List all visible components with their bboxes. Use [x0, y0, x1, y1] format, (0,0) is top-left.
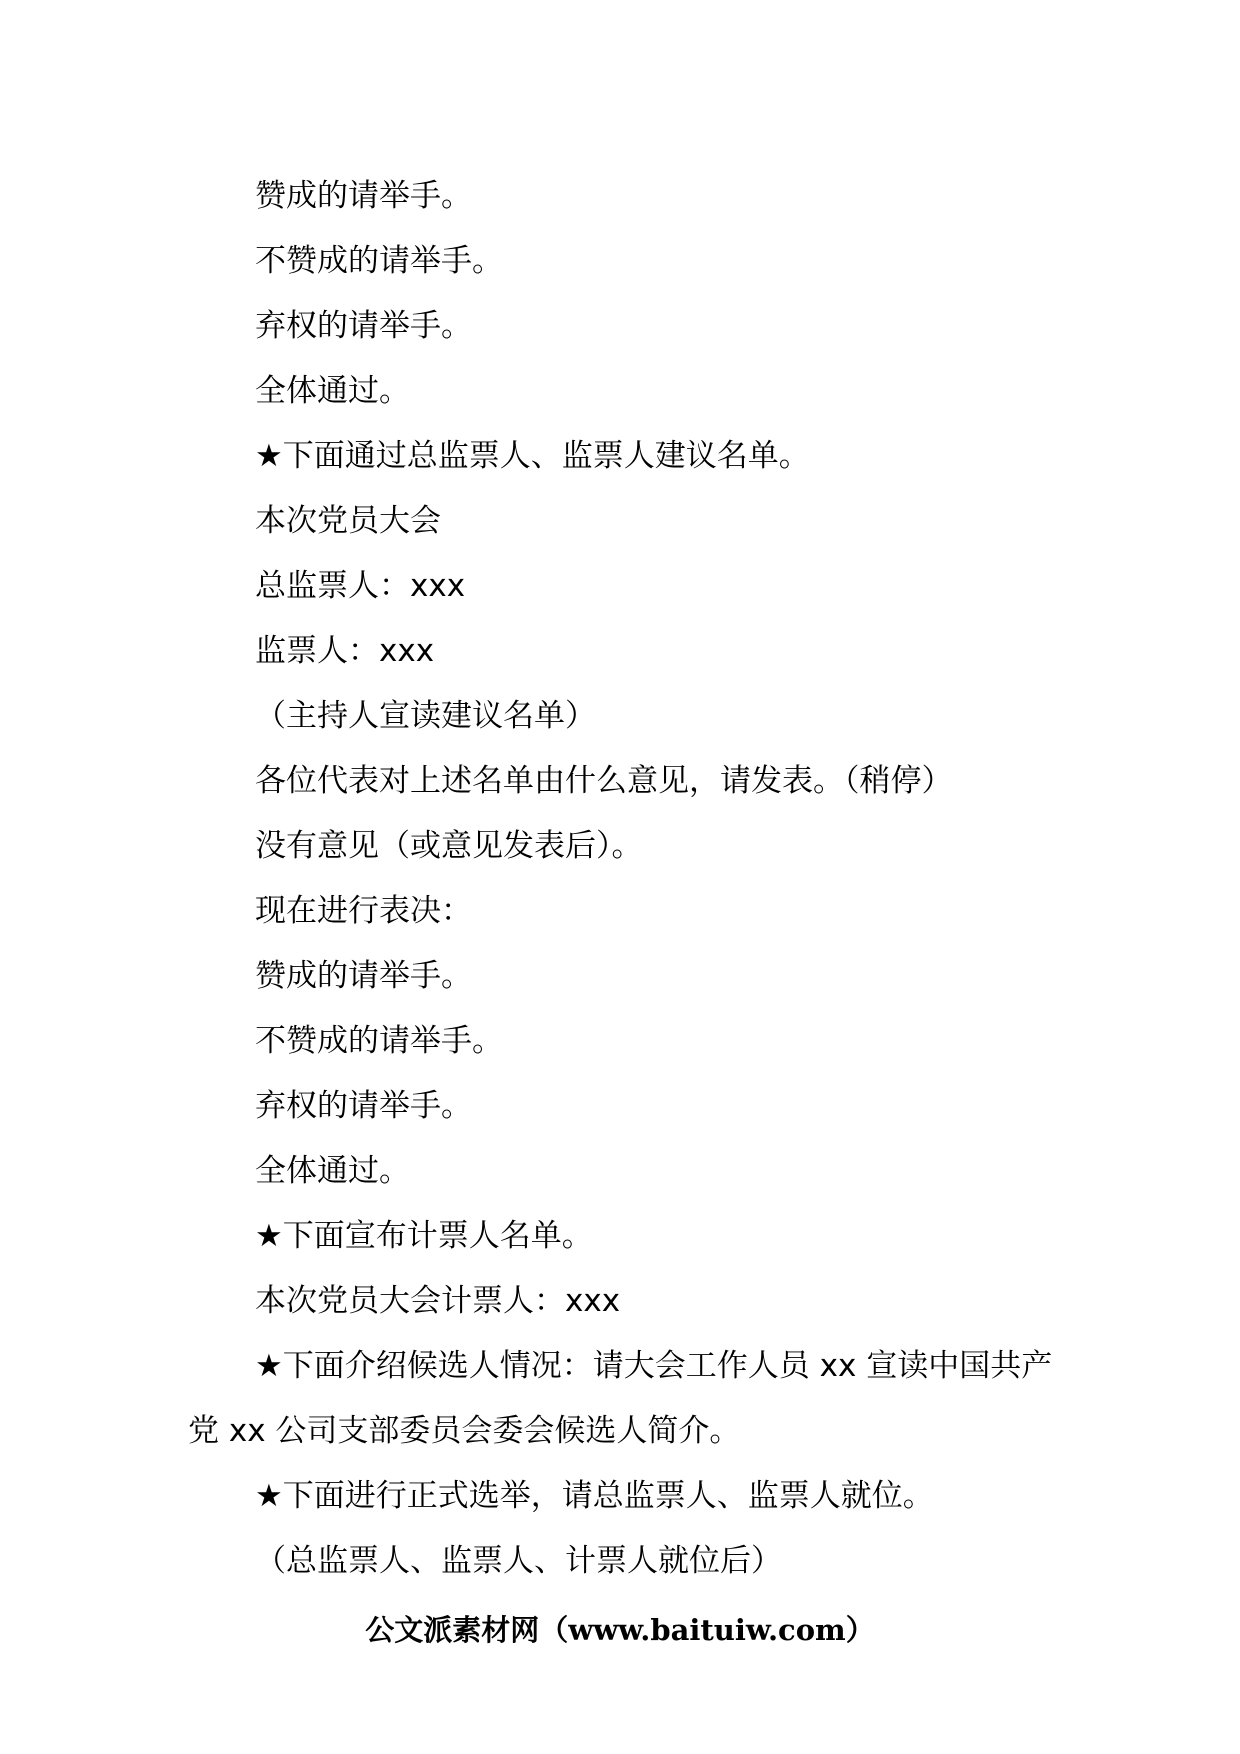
paragraph-candidate-intro: ★下面介绍候选人情况：请大会工作人员 xx 宣读中国共产党 xx 公司支部委员会委会候选人简介。: [188, 1348, 1053, 1449]
paragraph-abstain-2: 弃权的请举手。: [255, 1088, 472, 1124]
paragraph-passed-1: 全体通过。: [255, 373, 410, 409]
paragraph-host-reads: （主持人宣读建议名单）: [255, 698, 596, 734]
paragraph-meeting: 本次党员大会: [255, 503, 441, 539]
paragraph-opinions: 各位代表对上述名单由什么意见，请发表。（稍停）: [255, 763, 953, 799]
paragraph-chief-scrutineer: 总监票人：xxx: [255, 568, 466, 604]
document-body: [188, 164, 1058, 1594]
paragraph-formal-election: ★下面进行正式选举，请总监票人、监票人就位。: [255, 1478, 934, 1514]
paragraph-abstain-1: 弃权的请举手。: [255, 308, 472, 344]
paragraph-teller: 本次党员大会计票人：xxx: [255, 1283, 621, 1319]
paragraph-no-opinion: 没有意见（或意见发表后）。: [255, 828, 643, 864]
paragraph-approve-2: 赞成的请举手。: [255, 958, 472, 994]
paragraph-disapprove-2: 不赞成的请举手。: [255, 1023, 503, 1059]
paragraph-disapprove-1: 不赞成的请举手。: [255, 243, 503, 279]
paragraph-positions-taken: （总监票人、监票人、计票人就位后）: [255, 1543, 782, 1579]
paragraph-passed-2: 全体通过。: [255, 1153, 410, 1189]
paragraph-scrutineer: 监票人：xxx: [255, 633, 435, 669]
paragraph-teller-list-intro: ★下面宣布计票人名单。: [255, 1218, 593, 1254]
paragraph-scrutineer-list-intro: ★下面通过总监票人、监票人建议名单。: [255, 438, 810, 474]
paragraph-vote-now: 现在进行表决：: [255, 893, 472, 929]
paragraph-approve-1: 赞成的请举手。: [255, 178, 472, 214]
footer-watermark: 公文派素材网（www.baituiw.com）: [365, 1613, 875, 1647]
